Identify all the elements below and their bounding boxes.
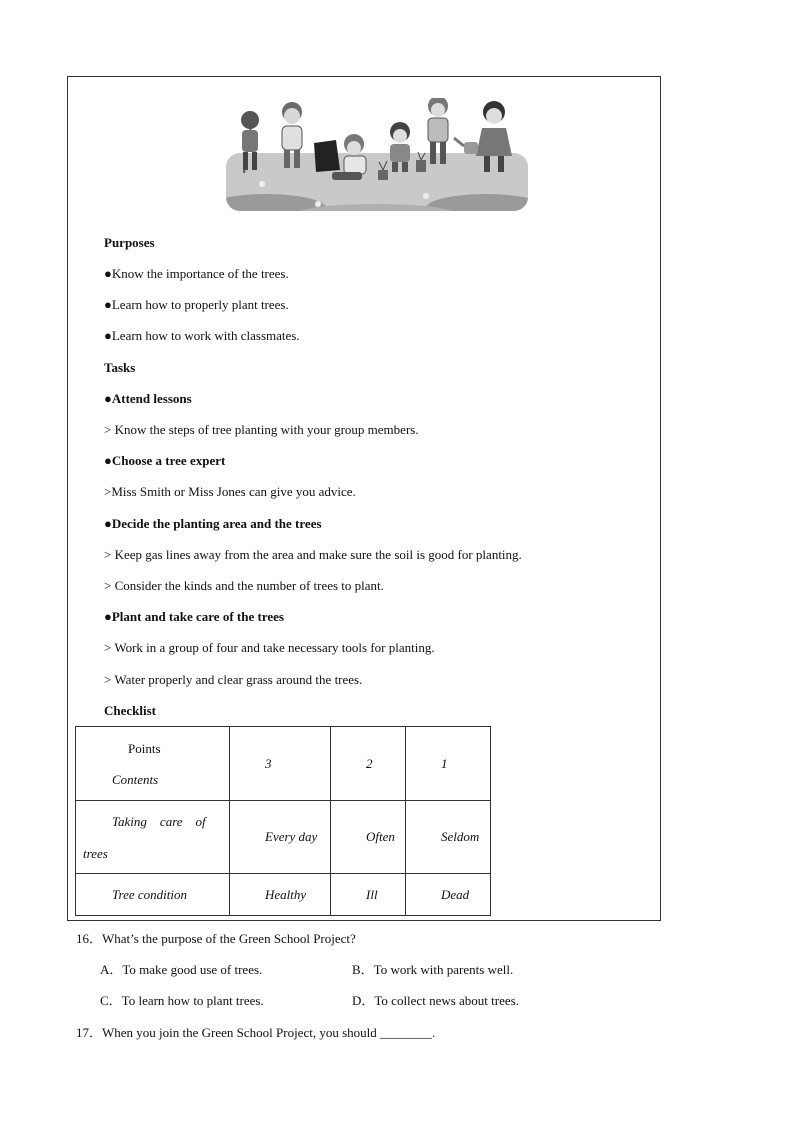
task-decide-detail: > Consider the kinds and the number of trees to plant. — [104, 578, 384, 593]
table-cell: Healthy — [230, 874, 331, 916]
option-16-d[interactable]: D．To collect news about trees. — [352, 993, 519, 1008]
table-header-cell: 1 — [406, 727, 491, 801]
table-row — [76, 727, 491, 801]
option-16-b[interactable]: B．To work with parents well. — [352, 962, 514, 977]
table-cell: Every day — [230, 801, 331, 874]
table-header-cell: 3 — [230, 727, 331, 801]
task-decide-detail: > Keep gas lines away from the area and make sure the soil is good for planting. — [104, 547, 522, 562]
table-cell: Dead — [406, 874, 491, 916]
row-label-line: Taking care of — [112, 814, 206, 829]
option-16-c[interactable]: C．To learn how to plant trees. — [100, 993, 264, 1008]
header-points: Points — [128, 741, 161, 756]
table-row-label — [76, 801, 230, 874]
table-row — [76, 874, 491, 916]
question-17: 17．When you join the Green School Project, you should ________. — [76, 1025, 436, 1040]
task-attend-title: ●Attend lessons — [104, 391, 192, 406]
table-cell: Often — [331, 801, 406, 874]
task-plant-detail: > Water properly and clear grass around the trees. — [104, 672, 363, 687]
task-expert-detail: >Miss Smith or Miss Jones can give you advice. — [104, 484, 356, 499]
task-decide-title: ●Decide the planting area and the trees — [104, 516, 322, 531]
purpose-item: ●Learn how to work with classmates. — [104, 328, 300, 343]
task-plant-detail: > Work in a group of four and take necessary tools for planting. — [104, 640, 435, 655]
tasks-heading: Tasks — [104, 360, 136, 375]
task-attend-detail: > Know the steps of tree planting with your group members. — [104, 422, 419, 437]
purpose-item: ●Learn how to properly plant trees. — [104, 297, 289, 312]
table-row-label: Tree condition — [76, 874, 230, 916]
table-header-cell: 2 — [331, 727, 406, 801]
children-planting-trees-illustration — [226, 98, 528, 211]
question-16: 16．What’s the purpose of the Green School Project? — [76, 931, 356, 946]
table-cell: Seldom — [406, 801, 491, 874]
task-plant-title: ●Plant and take care of the trees — [104, 609, 284, 624]
table-cell: Ill — [331, 874, 406, 916]
purpose-item: ●Know the importance of the trees. — [104, 266, 289, 281]
table-row — [76, 801, 491, 874]
purposes-heading: Purposes — [104, 235, 155, 250]
row-label-line: trees — [83, 846, 108, 861]
option-16-a[interactable]: A．To make good use of trees. — [100, 962, 263, 977]
header-contents: Contents — [112, 772, 159, 787]
table-header-cell — [76, 727, 230, 801]
checklist-table — [75, 726, 491, 916]
checklist-heading: Checklist — [104, 703, 156, 718]
task-expert-title: ●Choose a tree expert — [104, 453, 226, 468]
